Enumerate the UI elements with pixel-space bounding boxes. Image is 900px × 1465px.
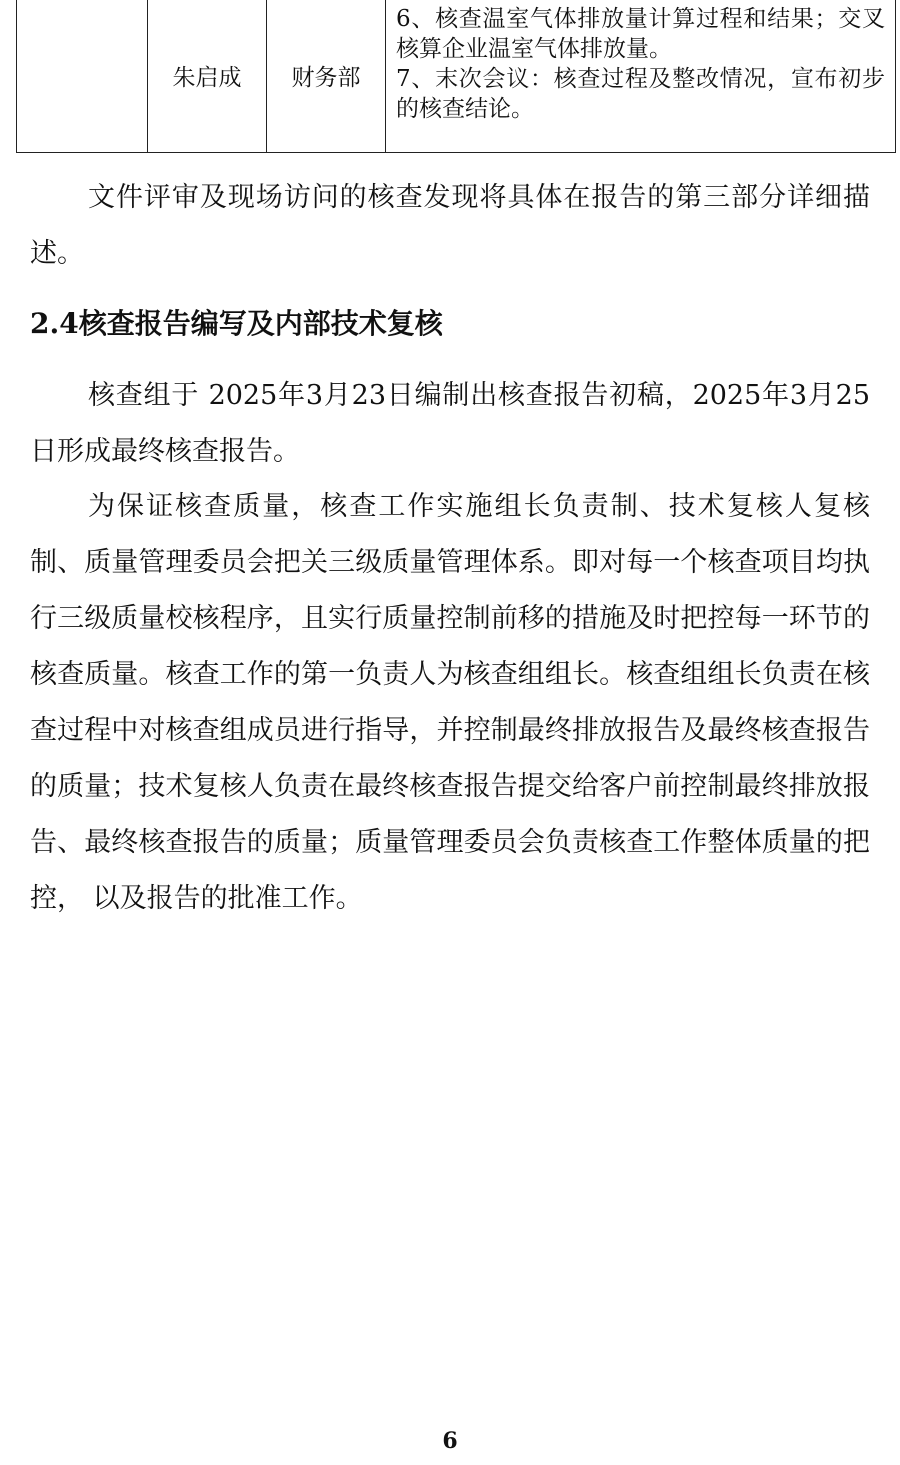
description-item: 6、核查温室气体排放量计算过程和结果；交叉核算企业温室气体排放量。 bbox=[396, 6, 885, 62]
description-item: 7、末次会议：核查过程及整改情况，宣布初步的核查结论。 bbox=[396, 66, 885, 122]
body-paragraph: 为保证核查质量，核查工作实施组长负责制、技术复核人复核制、质量管理委员会把关三级质量管理体系。即对每一个核查项目均执行三级质量校核程序，且实行质量控制前移的措施及时把控每一环节的核查质量。核查工作的第一负责人为核查组组长。核查组组长负责在核查过程中对核查组成员进行指导，并控制最终排放报告及最终核查报告的质量；技术复核人负责在最终核查报告提交给客户前控制最终排放报告、最终核查报告的质量；质量管理委员会负责核查工作整体质量的把控， 以及报告的批准工作。 bbox=[30, 491, 870, 914]
table-cell-empty bbox=[17, 0, 148, 152]
section-heading: 2.4核查报告编写及内部技术复核 bbox=[30, 307, 443, 340]
table-cell-department: 财务部 bbox=[267, 0, 386, 152]
page-number: 6 bbox=[442, 1428, 458, 1454]
table-cell-description bbox=[386, 0, 896, 152]
body-paragraph: 核查组于 2025年3月23日编制出核查报告初稿，2025年3月25日形成最终核查报告。 bbox=[30, 380, 870, 467]
table-cell-name: 朱启成 bbox=[148, 0, 267, 152]
table-row bbox=[17, 0, 896, 152]
findings-paragraph: 文件评审及现场访问的核查发现将具体在报告的第三部分详细描述。 bbox=[30, 182, 870, 269]
personnel-table-fragment bbox=[16, 0, 896, 153]
